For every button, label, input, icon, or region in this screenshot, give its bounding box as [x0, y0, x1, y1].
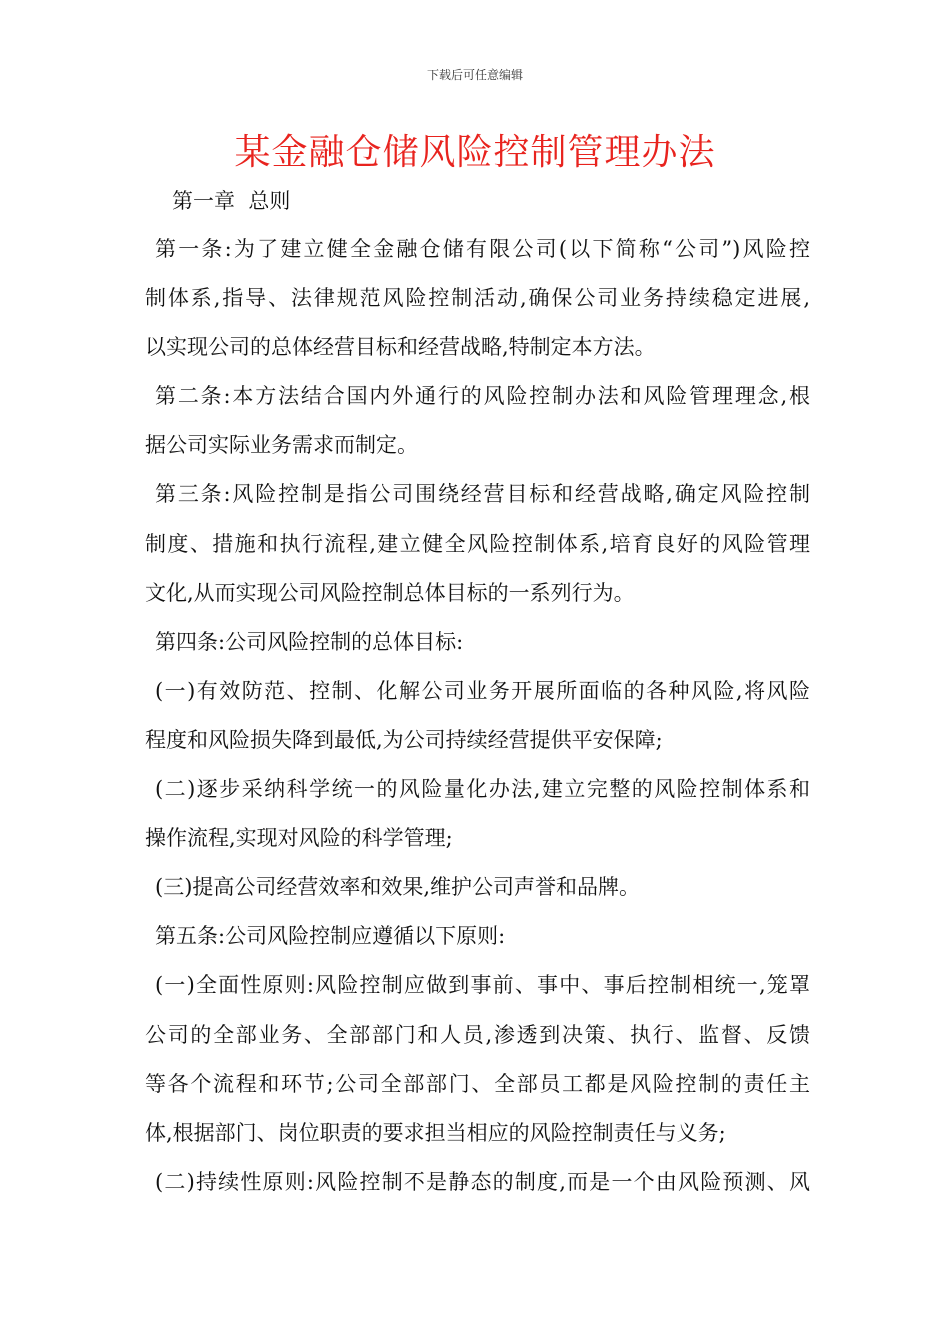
document-title: 某金融仓储风险控制管理办法: [234, 132, 716, 173]
body-line: 据公司实际业务需求而制定。: [145, 433, 418, 458]
body-line: (二)持续性原则:风险控制不是静态的制度,而是一个由风险预测、风: [155, 1169, 810, 1194]
body-line: 第五条:公司风险控制应遵循以下原则:: [155, 924, 506, 949]
body-line: 程度和风险损失降到最低,为公司持续经营提供平安保障;: [145, 727, 663, 752]
header-note: 下载后可任意编辑: [426, 68, 523, 82]
body-line: 第二条:本方法结合国内外通行的风险控制办法和风险管理理念,根: [155, 384, 810, 409]
body-line: (一)有效防范、控制、化解公司业务开展所面临的各种风险,将风险: [155, 678, 810, 703]
body-line: 第四条:公司风险控制的总体目标:: [155, 629, 464, 654]
body-line: (一)全面性原则:风险控制应做到事前、事中、事后控制相统一,笼罩: [155, 973, 810, 998]
body-line: 操作流程,实现对风险的科学管理;: [145, 826, 453, 851]
chapter-heading: 第一章 总则: [172, 189, 291, 213]
body-line: 公司的全部业务、全部部门和人员,渗透到决策、执行、监督、反馈: [145, 1022, 810, 1047]
body-line: 以实现公司的总体经营目标和经营战略,特制定本方法。: [145, 335, 656, 360]
body-line: 文化,从而实现公司风险控制总体目标的一系列行为。: [145, 580, 635, 605]
document-body: [145, 225, 810, 1207]
body-line: 等各个流程和环节;公司全部部门、全部员工都是风险控制的责任主: [145, 1071, 810, 1096]
body-line: (三)提高公司经营效率和效果,维护公司声誉和品牌。: [155, 875, 641, 900]
body-line: 体,根据部门、岗位职责的要求担当相应的风险控制责任与义务;: [145, 1120, 726, 1145]
body-line: 第一条:为了建立健全金融仓储有限公司(以下简称“公司”)风险控: [155, 237, 810, 261]
body-line: 制体系,指导、法律规范风险控制活动,确保公司业务持续稳定进展,: [145, 286, 810, 311]
body-line: 制度、措施和执行流程,建立健全风险控制体系,培育良好的风险管理: [145, 531, 810, 556]
body-line: 第三条:风险控制是指公司围绕经营目标和经营战略,确定风险控制: [155, 482, 810, 507]
body-line: (二)逐步采纳科学统一的风险量化办法,建立完整的风险控制体系和: [155, 777, 810, 802]
